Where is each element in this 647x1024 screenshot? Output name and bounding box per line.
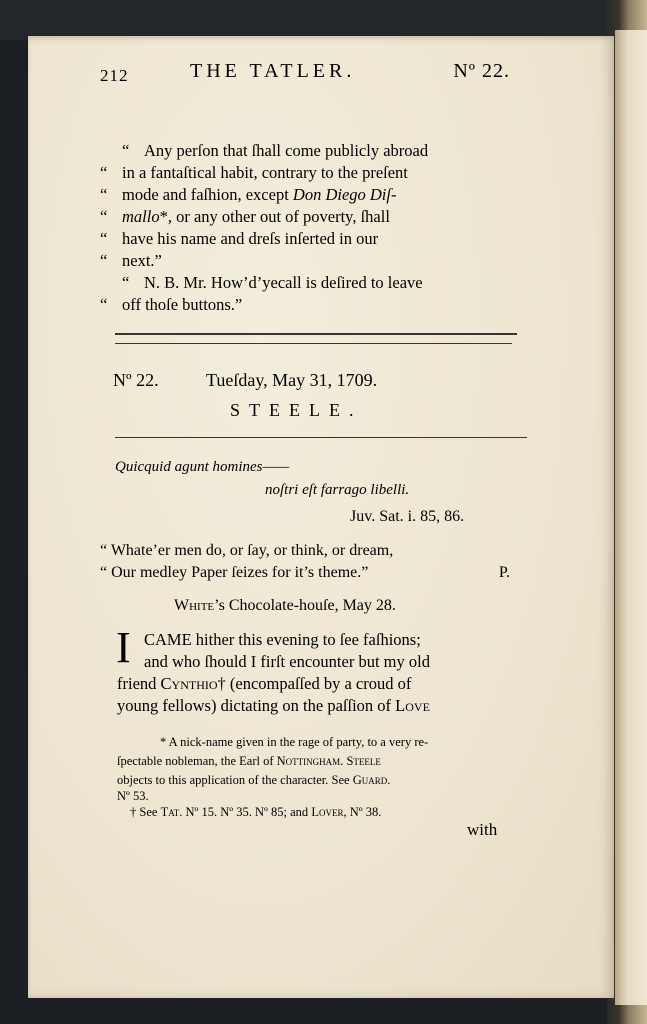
issue-date: Tueſday, May 31, 1709. xyxy=(206,370,378,390)
issue-author: STEELE. xyxy=(230,400,363,420)
translation-line-1: “ Whate’er men do, or ſay, or think, or dream, xyxy=(100,542,394,559)
motto-line-1: Quicquid agunt homines—— xyxy=(115,459,290,475)
facing-page-edge xyxy=(615,30,647,1005)
footnote-1-line: objects to this application of the character. See Guard. xyxy=(117,773,391,787)
drop-capital: I xyxy=(116,623,131,672)
text-line: “ mallo*, or any other out of poverty, ſhall xyxy=(100,207,390,226)
text-line: “ mode and faſhion, except Don Diego Diſ- xyxy=(100,185,397,204)
translation-attribution: P. xyxy=(498,564,510,581)
text-line: “ N. B. Mr. How’d’yecall is deſired to leave xyxy=(122,273,423,292)
section-heading: White’s Chocolate-houſe, May 28. xyxy=(174,597,396,614)
rule-issue xyxy=(115,437,527,438)
text-line: “ next.” xyxy=(100,251,162,270)
motto-line-2: noſtri eſt farrago libelli. xyxy=(265,482,410,498)
text-line: “ Any perſon that ſhall come publicly abroad xyxy=(122,141,429,160)
rule-upper xyxy=(115,333,517,335)
text-line: “ in a fantaſtical habit, contrary to the preſent xyxy=(100,163,408,182)
body-line: and who ſhould I firſt encounter but my old xyxy=(144,652,430,671)
issue-number: Nº 22. xyxy=(113,370,159,390)
body-line: CAME hither this evening to ſee faſhions; xyxy=(144,630,421,649)
rule-lower xyxy=(115,343,512,344)
footnote-2: † See Tat. Nº 15. Nº 35. Nº 85; and Lover, Nº 38. xyxy=(130,805,382,819)
motto-citation: Juv. Sat. i. 85, 86. xyxy=(350,508,465,525)
footnote-1-line: Nº 53. xyxy=(117,789,149,803)
scan-background-top xyxy=(0,0,647,40)
page-number: 212 xyxy=(100,66,129,85)
text-line: “ off thoſe buttons.” xyxy=(100,295,243,314)
text-line: “ have his name and dreſs inſerted in our xyxy=(100,229,379,248)
running-header xyxy=(100,60,510,90)
translation-line-2: “ Our medley Paper ſeizes for it’s theme.” P. xyxy=(100,564,510,581)
footnote-1-line: * A nick-name given in the rage of party, to a very re- xyxy=(160,735,429,749)
catchword: with xyxy=(467,820,498,839)
body-line: friend Cynthio† (encompaſſed by a croud of xyxy=(117,674,412,693)
footnote-1-line: ſpectable nobleman, the Earl of Nottingham. Steele xyxy=(117,754,381,768)
body-line: young fellows) dictating on the paſſion of Love xyxy=(117,696,430,715)
running-title: THE TATLER. xyxy=(190,60,356,82)
issue-reference: Nº 22. xyxy=(453,60,510,82)
